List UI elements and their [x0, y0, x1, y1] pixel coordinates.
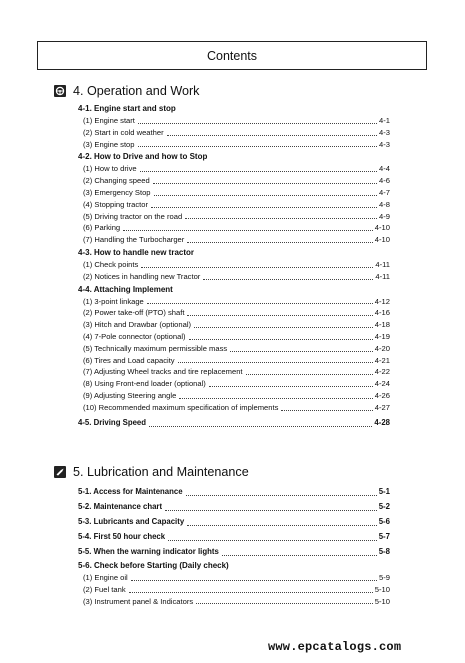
subsection-title: 5-5. When the warning indicator lights — [78, 547, 219, 556]
subsection-title: 4-4. Attaching Implement — [78, 284, 173, 294]
entry-label: (7) Handling the Turbocharger — [83, 235, 185, 245]
entry-page: 5-6 — [378, 517, 390, 526]
entry-page: 5-10 — [374, 584, 390, 594]
dot-leader — [147, 302, 373, 304]
subsection-4-1[interactable] — [78, 103, 390, 115]
dot-leader — [131, 579, 377, 581]
subsection-5-3[interactable] — [78, 514, 390, 529]
entry-label: (6) Parking — [83, 223, 121, 233]
toc-entry[interactable] — [83, 307, 390, 319]
dot-leader — [168, 539, 377, 541]
section-5-heading — [54, 463, 390, 481]
entry-page: 5-10 — [374, 596, 390, 606]
entry-label: (6) Tires and Load capacity — [83, 355, 175, 365]
dot-leader — [151, 206, 377, 208]
toc-entry[interactable] — [83, 584, 390, 596]
toc-entry[interactable] — [83, 572, 390, 584]
dot-leader — [178, 361, 373, 363]
page-title: Contents — [206, 48, 258, 63]
entry-page: 5-7 — [378, 532, 390, 541]
toc-entry[interactable] — [83, 366, 390, 378]
subsection-5-2[interactable] — [78, 499, 390, 514]
entry-label: (2) Power take-off (PTO) shaft — [83, 308, 185, 318]
oil-can-icon — [54, 466, 66, 478]
entry-page: 4-11 — [375, 259, 390, 269]
entry-page: 5-8 — [378, 547, 390, 556]
dot-leader — [153, 182, 377, 184]
entry-page: 5-1 — [378, 487, 390, 496]
entry-page: 4-3 — [379, 127, 390, 137]
section-4-title: 4. Operation and Work — [73, 84, 200, 98]
entry-page: 4-3 — [379, 139, 390, 149]
entry-page: 4-28 — [374, 417, 390, 427]
subsection-4-3[interactable] — [78, 247, 390, 259]
toc-entry[interactable] — [83, 343, 390, 355]
subsection-4-5[interactable] — [78, 415, 390, 430]
dot-leader — [185, 217, 377, 219]
entry-page: 4-21 — [374, 355, 390, 365]
entry-label: (3) Emergency Stop — [83, 187, 151, 197]
toc-entry[interactable] — [83, 187, 390, 199]
entry-page: 4-27 — [374, 402, 390, 412]
dot-leader — [123, 229, 373, 231]
toc-entry[interactable] — [83, 127, 390, 139]
toc-entry[interactable] — [83, 259, 390, 271]
subsection-title: 5-4. First 50 hour check — [78, 532, 166, 541]
dot-leader — [179, 397, 373, 399]
entry-page: 4-11 — [375, 271, 390, 281]
toc-entry[interactable] — [83, 115, 390, 127]
toc-entry[interactable] — [83, 319, 390, 331]
entry-page: 5-9 — [379, 573, 390, 582]
subsection-5-5[interactable] — [78, 544, 390, 559]
entry-page: 4-12 — [374, 296, 390, 306]
dot-leader — [165, 509, 377, 511]
section-5-title: 5. Lubrication and Maintenance — [73, 465, 249, 479]
entry-page: 4-1 — [379, 116, 390, 125]
entry-page: 4-10 — [374, 223, 390, 233]
entry-page: 4-22 — [374, 367, 390, 377]
entry-label: (3) Instrument panel & Indicators — [83, 596, 194, 606]
entry-page: 4-24 — [374, 379, 390, 389]
subsection-title: 4-1. Engine start and stop — [78, 104, 176, 113]
dot-leader — [186, 494, 377, 496]
subsection-title: 5-6. Check before Starting (Daily check) — [78, 561, 229, 570]
steering-wheel-icon — [54, 85, 66, 97]
toc-entry[interactable] — [83, 390, 390, 402]
toc-entry[interactable] — [83, 596, 390, 608]
entry-label: (1) Engine start — [83, 116, 135, 125]
toc-entry[interactable] — [83, 402, 390, 414]
subsection-4-4[interactable] — [78, 284, 390, 296]
subsection-4-3-items — [83, 259, 390, 283]
section-4-heading — [54, 82, 390, 100]
entry-label: (5) Driving tractor on the road — [83, 211, 183, 221]
subsection-title: 4-2. How to Drive and how to Stop — [78, 152, 208, 162]
section-5 — [54, 463, 390, 608]
dot-leader — [194, 326, 373, 328]
watermark-url: www.epcatalogs.com — [268, 640, 402, 654]
dot-leader — [189, 338, 373, 340]
dot-leader — [149, 425, 372, 427]
toc-entry[interactable] — [83, 234, 390, 246]
subsection-5-1[interactable] — [78, 484, 390, 499]
toc-entry[interactable] — [83, 378, 390, 390]
entry-page: 4-8 — [379, 199, 390, 209]
dot-leader — [129, 591, 373, 593]
entry-page: 5-2 — [378, 502, 390, 511]
toc-entry[interactable] — [83, 175, 390, 187]
entry-page: 4-18 — [374, 320, 390, 330]
entry-label: (1) Check points — [83, 259, 139, 269]
entry-label: (3) Hitch and Drawbar (optional) — [83, 320, 192, 330]
dot-leader — [203, 278, 373, 280]
subsection-4-2-items — [83, 163, 390, 246]
entry-page: 4-6 — [379, 176, 390, 186]
entry-label: (8) Using Front-end loader (optional) — [83, 379, 206, 389]
subsection-title: 5-3. Lubricants and Capacity — [78, 517, 185, 526]
toc-entry[interactable] — [83, 355, 390, 367]
toc-entry[interactable] — [83, 331, 390, 343]
entry-label: (1) How to drive — [83, 164, 137, 174]
entry-label: (2) Notices in handling new Tractor — [83, 271, 201, 281]
subsection-title: 4-5. Driving Speed — [78, 417, 147, 427]
subsection-title: 5-2. Maintenance chart — [78, 502, 163, 511]
entry-label: (10) Recommended maximum specification of implements — [83, 402, 279, 412]
dot-leader — [141, 266, 373, 268]
entry-label: (2) Changing speed — [83, 176, 150, 186]
subsection-4-2[interactable] — [78, 151, 390, 163]
dot-leader — [196, 602, 373, 604]
section-4 — [54, 82, 390, 430]
entry-label: (3) Engine stop — [83, 139, 135, 149]
entry-label: (4) 7-Pole connector (optional) — [83, 331, 186, 341]
subsection-5-6[interactable] — [78, 560, 390, 572]
entry-label: (9) Adjusting Steering angle — [83, 390, 177, 400]
dot-leader — [187, 524, 377, 526]
dot-leader — [187, 314, 372, 316]
dot-leader — [209, 385, 373, 387]
subsection-5-6-items — [83, 572, 390, 607]
entry-page: 4-9 — [379, 211, 390, 221]
entry-page: 4-7 — [379, 187, 390, 197]
toc-entry[interactable] — [83, 271, 390, 283]
subsection-4-4-items — [83, 296, 390, 414]
toc-entry[interactable] — [83, 296, 390, 308]
entry-label: (1) 3-point linkage — [83, 296, 144, 306]
toc-entry[interactable] — [83, 199, 390, 211]
subsection-title: 5-1. Access for Maintenance — [78, 487, 183, 496]
entry-label: (5) Technically maximum permissible mass — [83, 343, 228, 353]
entry-label: (4) Stopping tractor — [83, 199, 148, 209]
entry-label: (2) Fuel tank — [83, 584, 126, 594]
contents-title-box — [37, 41, 427, 70]
dot-leader — [138, 122, 377, 124]
dot-leader — [246, 373, 373, 375]
dot-leader — [154, 194, 377, 196]
toc-entry[interactable] — [83, 211, 390, 223]
dot-leader — [167, 134, 377, 136]
dot-leader — [230, 350, 373, 352]
entry-label: (7) Adjusting Wheel tracks and tire replacement — [83, 367, 243, 377]
dot-leader — [140, 170, 377, 172]
entry-page: 4-10 — [374, 235, 390, 245]
entry-label: (2) Start in cold weather — [83, 127, 164, 137]
entry-page: 4-16 — [374, 308, 390, 318]
subsection-4-1-items — [83, 115, 390, 150]
dot-leader — [222, 554, 377, 556]
toc-entry[interactable] — [83, 222, 390, 234]
dot-leader — [138, 145, 378, 147]
subsection-5-4[interactable] — [78, 529, 390, 544]
dot-leader — [281, 409, 372, 411]
dot-leader — [187, 241, 372, 243]
entry-label: (1) Engine oil — [83, 573, 128, 582]
toc-entry[interactable] — [83, 139, 390, 151]
entry-page: 4-19 — [374, 331, 390, 341]
entry-page: 4-26 — [374, 390, 390, 400]
entry-page: 4-4 — [379, 164, 390, 174]
toc-entry[interactable] — [83, 163, 390, 175]
subsection-title: 4-3. How to handle new tractor — [78, 247, 195, 257]
entry-page: 4-20 — [374, 343, 390, 353]
